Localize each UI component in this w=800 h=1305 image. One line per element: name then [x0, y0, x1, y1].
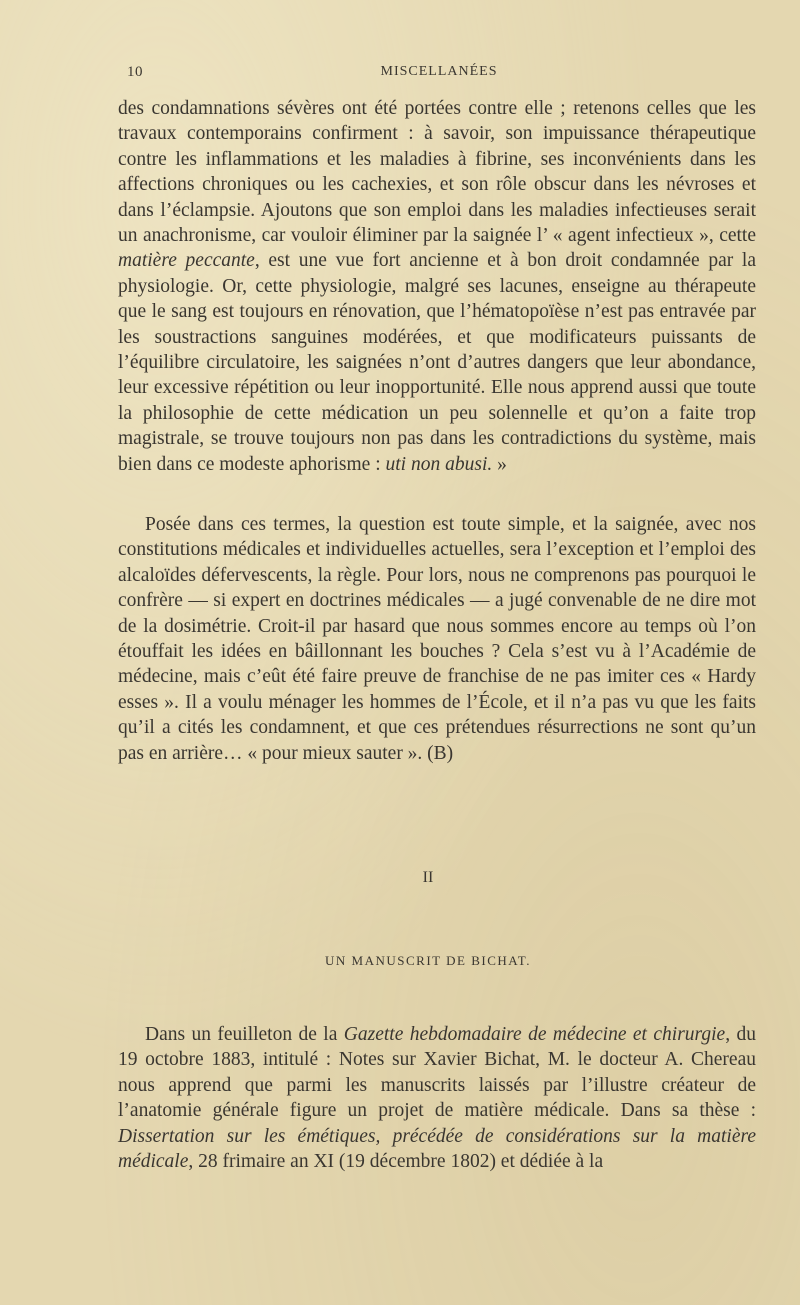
- section-title: UN MANUSCRIT DE BICHAT.: [325, 953, 531, 968]
- paragraph-1: [118, 96, 756, 477]
- paragraph-text: [118, 96, 756, 477]
- paragraph-1-text-a: des condamnations sévères ont été portées contre elle ; retenons celles que les travaux contemporains confirment : à savoir, son impuissance thérapeutique contre les inflammations et les maladies à fibrine, ses inconvénients dans les affections chroniques ou les cachexies, et son rôle obscur dans les névroses et dans l’éclampsie. Ajoutons que son emploi dans les maladies infectieuses serait un anachronisme, car vouloir éliminer par la saignée l’ « agent infectieux », cette: [118, 98, 756, 247]
- section-numeral: II: [422, 869, 434, 886]
- paragraph-3-text-b: , du 19 octobre 1883, intitulé : Notes sur Xavier Bichat, M. le docteur A. Chereau nous apprend que parmi les manuscrits laissés par l’illustre créateur de l’anatomie générale figure un projet de matière médicale. Dans sa thèse :: [118, 1024, 756, 1122]
- paragraph-2-text: Posée dans ces termes, la question est toute simple, et la saignée, avec nos constitutions médicales et individuelles actuelles, sera l’exception et l’emploi des alcaloïdes défervescents, la règle. Pour lors, nous ne comprenons pas pourquoi le confrère — si expert en doctrines médicales — a jugé convenable de ne dire mot de la dosimétrie. Croit-il par hasard que nous sommes encore au temps où l’on étouffait les idées en bâillonnant les bouches ? Cela s’est vu à l’Académie de médecine, mais c’eût été faire preuve de franchise de ne pas imiter ces « Hardy esses ». Il a voulu ménager les hommes de l’École, et il n’a pas vu que les faits qu’il a cités les condamnent, et que ces prétendues résurrections ne sont qu’un pas en arrière… « pour mieux sauter ». (B): [118, 514, 756, 764]
- paragraph-3: [118, 1022, 756, 1174]
- paragraph-3-text-a: Dans un feuilleton de la: [145, 1024, 344, 1045]
- italic-phrase-matiere-peccante: matière peccante: [118, 250, 255, 272]
- paragraph-text: [118, 1022, 756, 1174]
- running-header: [127, 64, 751, 86]
- italic-phrase-aphorism: uti non abusi.: [385, 453, 493, 475]
- italic-title-dissertation: Dissertation sur les émétiques, précédée de considérations sur la matière médicale: [118, 1125, 756, 1173]
- italic-title-gazette: Gazette hebdomadaire de médecine et chirurgie: [343, 1024, 726, 1045]
- paragraph-1-text-c: »: [492, 453, 507, 475]
- paragraph-3-text-c: , 28 frimaire an XI (19 décembre 1802) et dédiée à la: [188, 1151, 604, 1173]
- paragraph-1-text-b: , est une vue fort ancienne et à bon droit condamnée par la physiologie. Or, cette physiologie, malgré ses lacunes, enseigne au thérapeute que le sang est toujours en rénovation, que l’hématopoïèse n’est pas entravée par les soustractions sanguines modérées, et que modificateurs puissants de l’équilibre circulatoire, les saignées n’ont d’autres dangers que leur abondance, leur excessive répétition ou leur inopportunité. Elle nous apprend aussi que toute la philosophie de cette médication un peu solennelle et qu’on a faite trop magistrale, se trouve toujours non pas dans les contradictions du système, mais bien dans ce modeste aphorisme :: [118, 250, 756, 475]
- page-number: 10: [127, 64, 143, 80]
- running-title: MISCELLANÉES: [380, 64, 498, 79]
- paragraph-2: [118, 512, 756, 766]
